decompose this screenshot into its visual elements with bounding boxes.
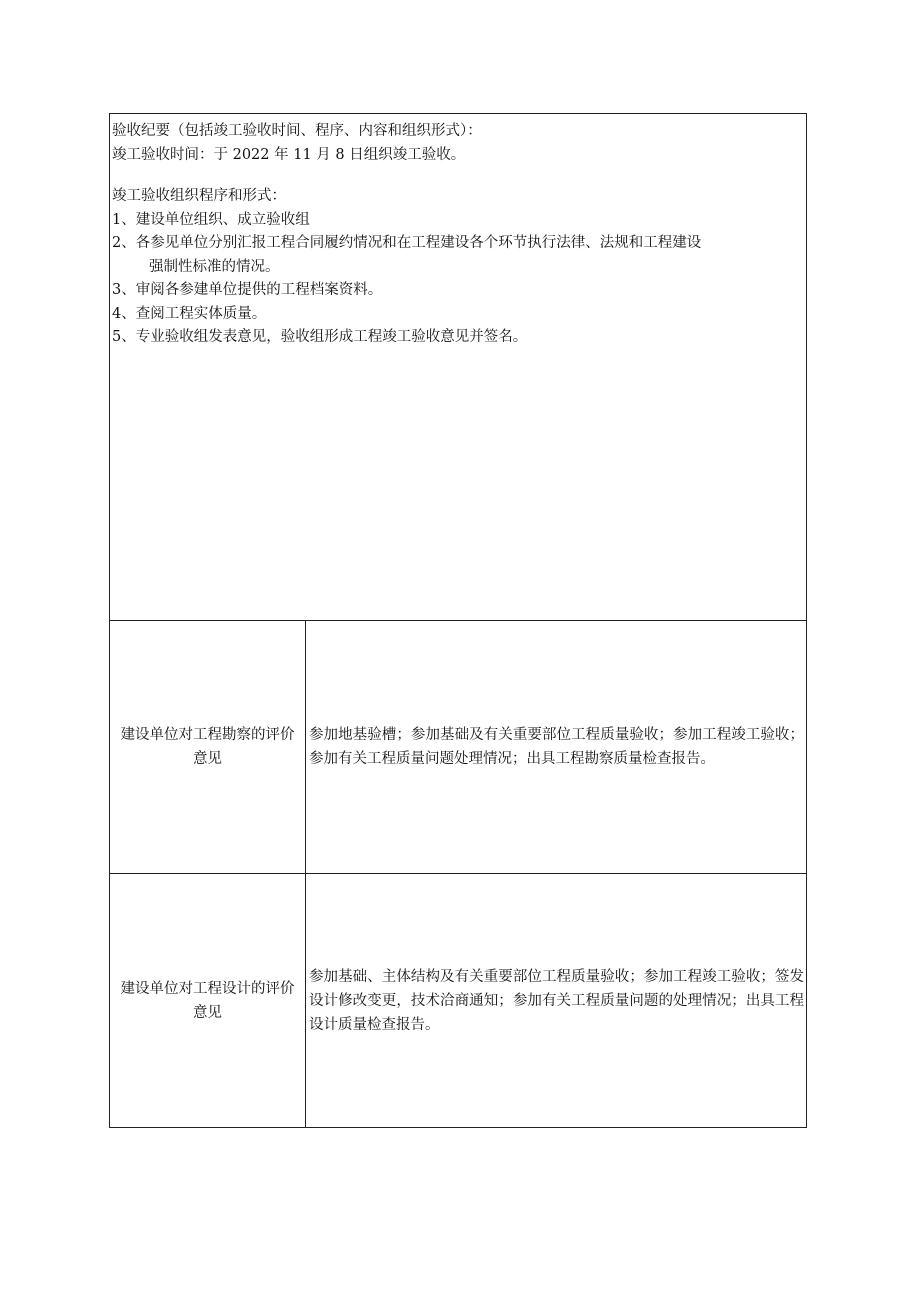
- design-evaluation-content-cell: [306, 874, 806, 1127]
- survey-evaluation-row: [110, 621, 806, 874]
- survey-evaluation-label: 建设单位对工程勘察的评价意见: [110, 621, 306, 873]
- blank-line: [112, 167, 806, 185]
- design-evaluation-row: [110, 874, 806, 1127]
- acceptance-time-line: 竣工验收时间：于 2022 年 11 月 8 日组织竣工验收。: [112, 146, 466, 163]
- procedure-step-4: 4、查阅工程实体质量。: [112, 305, 267, 322]
- acceptance-form-table: [109, 113, 807, 1128]
- procedure-step-2: 2、各参见单位分别汇报工程合同履约情况和在工程建设各个环节执行法律、法规和工程建设: [112, 235, 702, 251]
- summary-heading: 验收纪要（包括竣工验收时间、程序、内容和组织形式）：: [112, 123, 482, 139]
- survey-evaluation-content-cell: [306, 621, 806, 873]
- procedure-step-2-continued: 强制性标准的情况。: [149, 258, 280, 275]
- procedure-heading: 竣工验收组织程序和形式：: [112, 188, 286, 204]
- acceptance-summary-cell: [110, 114, 806, 621]
- procedure-step-1: 1、建设单位组织、成立验收组: [112, 211, 310, 228]
- survey-evaluation-text: 参加地基验槽；参加基础及有关重要部位工程质量验收；参加工程竣工验收；参加有关工程质量问题处理情况；出具工程勘察质量检查报告。: [309, 727, 804, 767]
- design-evaluation-label: 建设单位对工程设计的评价意见: [110, 874, 306, 1127]
- design-evaluation-text: 参加基础、主体结构及有关重要部位工程质量验收；参加工程竣工验收；签发设计修改变更，技术洽商通知；参加有关工程质量问题的处理情况；出具工程设计质量检查报告。: [309, 968, 804, 1033]
- procedure-step-3: 3、审阅各参建单位提供的工程档案资料。: [112, 282, 383, 298]
- procedure-step-5: 5、专业验收组发表意见，验收组形成工程竣工验收意见并签名。: [112, 329, 528, 345]
